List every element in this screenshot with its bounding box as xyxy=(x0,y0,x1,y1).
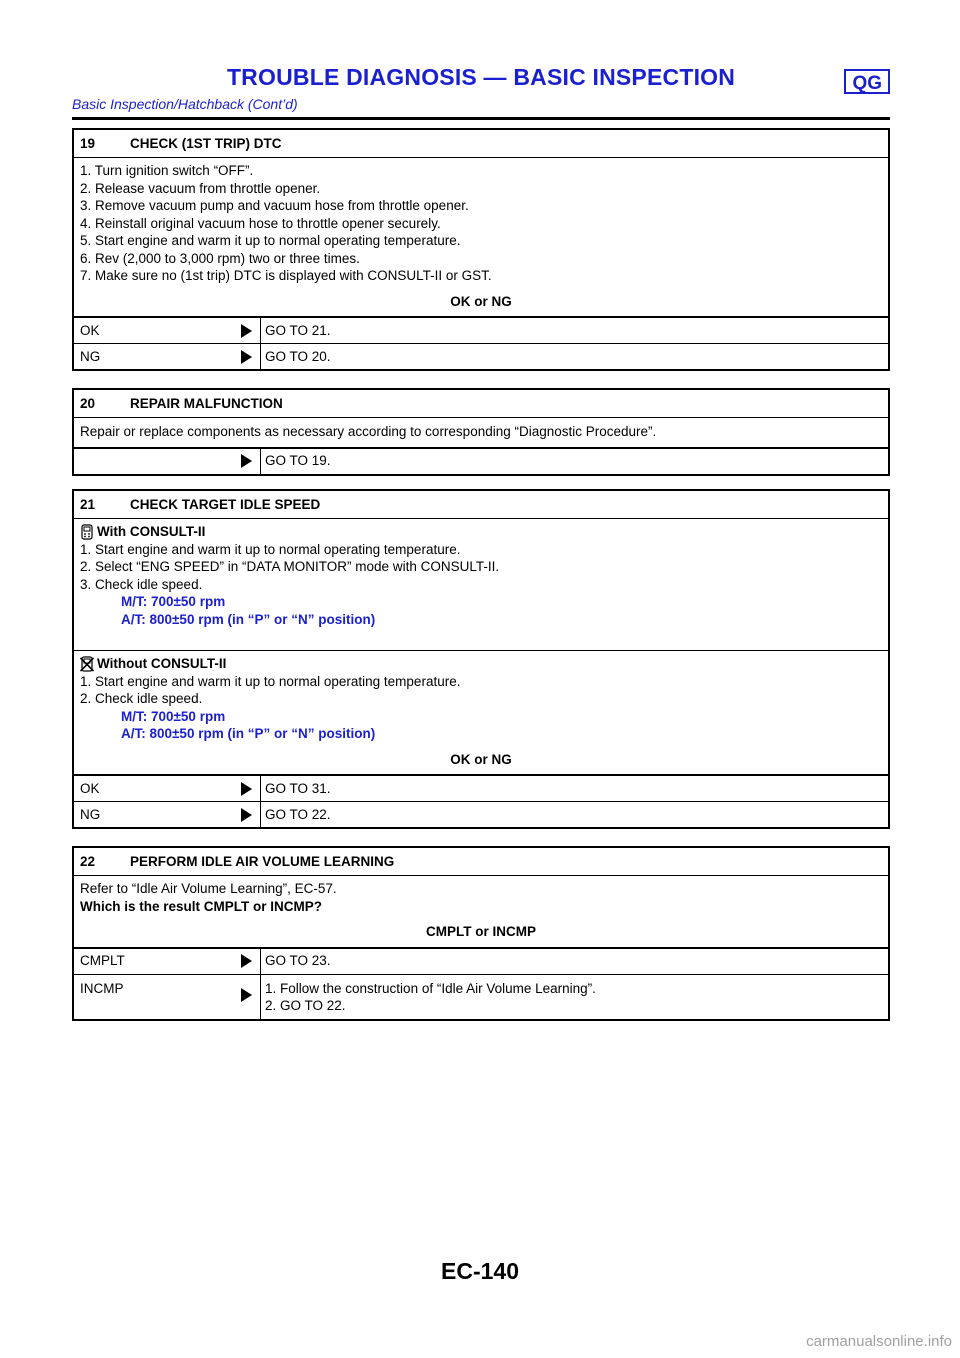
step-21-header xyxy=(74,491,888,519)
triangle-right-icon xyxy=(241,954,252,968)
page-subtitle: Basic Inspection/Hatchback (Cont’d) xyxy=(72,96,298,112)
triangle-right-icon xyxy=(241,808,252,822)
step-20-body xyxy=(74,418,888,448)
header-rule xyxy=(72,117,890,120)
page-number: EC-140 xyxy=(441,1258,519,1284)
result-question: CMPLT or INCMP xyxy=(426,924,536,939)
spec-value: M/T: 700±50 rpm xyxy=(121,708,226,724)
without-consult-label xyxy=(80,655,882,673)
step-number: 20 xyxy=(80,395,96,411)
result-row xyxy=(74,801,888,827)
section-tag: QG xyxy=(844,69,890,94)
result-row xyxy=(74,775,888,801)
without-consult-text: Without CONSULT-II xyxy=(97,656,227,671)
triangle-right-icon xyxy=(241,324,252,338)
triangle-right-icon xyxy=(241,988,252,1002)
step-title: PERFORM IDLE AIR VOLUME LEARNING xyxy=(130,853,395,869)
with-consult-text: With CONSULT-II xyxy=(97,524,206,539)
result-question: OK or NG xyxy=(450,751,512,767)
step-number: 21 xyxy=(80,496,96,512)
result-label: NG xyxy=(80,806,101,822)
result-label: NG xyxy=(80,348,101,364)
instruction-question: Which is the result CMPLT or INCMP? xyxy=(80,898,323,914)
step-number: 19 xyxy=(80,135,96,151)
instruction-line: 7. Make sure no (1st trip) DTC is displayed with CONSULT-II or GST. xyxy=(80,268,492,283)
instruction-line: Repair or replace components as necessary according to corresponding “Diagnostic Procedure”. xyxy=(80,424,657,439)
step-22-box xyxy=(72,846,890,1021)
instruction-line: 2. Check idle speed. xyxy=(80,691,203,706)
step-title: REPAIR MALFUNCTION xyxy=(130,395,283,411)
triangle-right-icon xyxy=(241,454,252,468)
spec-value: A/T: 800±50 rpm (in “P” or “N” position) xyxy=(121,726,376,741)
step-title: CHECK (1ST TRIP) DTC xyxy=(130,135,282,151)
result-row xyxy=(74,974,888,1019)
step-21-box xyxy=(72,489,890,829)
step-20-box xyxy=(72,388,890,476)
consult-tester-icon xyxy=(80,524,94,540)
watermark: carmanualsonline.info xyxy=(806,1333,952,1350)
result-label: OK xyxy=(80,322,100,338)
instruction-line: 1. Start engine and warm it up to normal operating temperature. xyxy=(80,673,461,689)
instruction-line: 4. Reinstall original vacuum hose to throttle opener securely. xyxy=(80,215,441,231)
result-action-link[interactable]: GO TO 31. xyxy=(260,776,888,801)
instruction-line: 6. Rev (2,000 to 3,000 rpm) two or three times. xyxy=(80,250,360,266)
step-21-with-consult xyxy=(74,519,888,651)
step-title: CHECK TARGET IDLE SPEED xyxy=(130,496,321,512)
result-row xyxy=(74,343,888,369)
page-title: TROUBLE DIAGNOSIS — BASIC INSPECTION xyxy=(226,64,736,90)
step-21-without-consult xyxy=(74,651,888,775)
result-action-line: 1. Follow the construction of “Idle Air Volume Learning”. xyxy=(265,980,596,996)
triangle-right-icon xyxy=(241,350,252,364)
result-action-link[interactable]: GO TO 22. xyxy=(260,802,888,827)
step-19-header xyxy=(74,130,888,158)
step-22-header xyxy=(74,848,888,876)
step-19-body xyxy=(74,158,888,317)
no-consult-tester-icon xyxy=(80,656,94,672)
instruction-line: 2. Release vacuum from throttle opener. xyxy=(80,180,321,196)
with-consult-label xyxy=(80,523,882,541)
result-label: OK xyxy=(80,780,100,796)
result-row xyxy=(74,448,888,474)
result-action-link[interactable]: GO TO 21. xyxy=(260,318,888,343)
instruction-line: Refer to “Idle Air Volume Learning”, EC-57. xyxy=(80,881,337,896)
triangle-right-icon xyxy=(241,782,252,796)
result-action-link[interactable]: GO TO 20. xyxy=(260,344,888,369)
result-action-link[interactable]: 2. GO TO 22. xyxy=(265,998,346,1013)
step-20-header xyxy=(74,390,888,418)
result-action-cell xyxy=(260,975,888,1019)
instruction-line: 3. Check idle speed. xyxy=(80,576,203,592)
instruction-line: 1. Start engine and warm it up to normal operating temperature. xyxy=(80,541,461,557)
result-label: INCMP xyxy=(80,980,124,996)
result-action-link[interactable]: GO TO 23. xyxy=(260,949,888,974)
spec-value: M/T: 700±50 rpm xyxy=(121,594,226,609)
step-number: 22 xyxy=(80,853,96,869)
result-row xyxy=(74,317,888,343)
result-label: CMPLT xyxy=(80,953,125,969)
spec-value: A/T: 800±50 rpm (in “P” or “N” position) xyxy=(121,611,376,627)
instruction-line: 5. Start engine and warm it up to normal operating temperature. xyxy=(80,233,461,248)
result-row xyxy=(74,948,888,974)
instruction-line: 3. Remove vacuum pump and vacuum hose from throttle opener. xyxy=(80,198,469,213)
result-action-link[interactable]: GO TO 19. xyxy=(260,449,888,474)
step-19-box xyxy=(72,128,890,371)
instruction-line: 1. Turn ignition switch “OFF”. xyxy=(80,163,254,178)
result-question: OK or NG xyxy=(450,293,512,309)
instruction-line: 2. Select “ENG SPEED” in “DATA MONITOR” mode with CONSULT-II. xyxy=(80,559,500,574)
step-22-body xyxy=(74,876,888,948)
